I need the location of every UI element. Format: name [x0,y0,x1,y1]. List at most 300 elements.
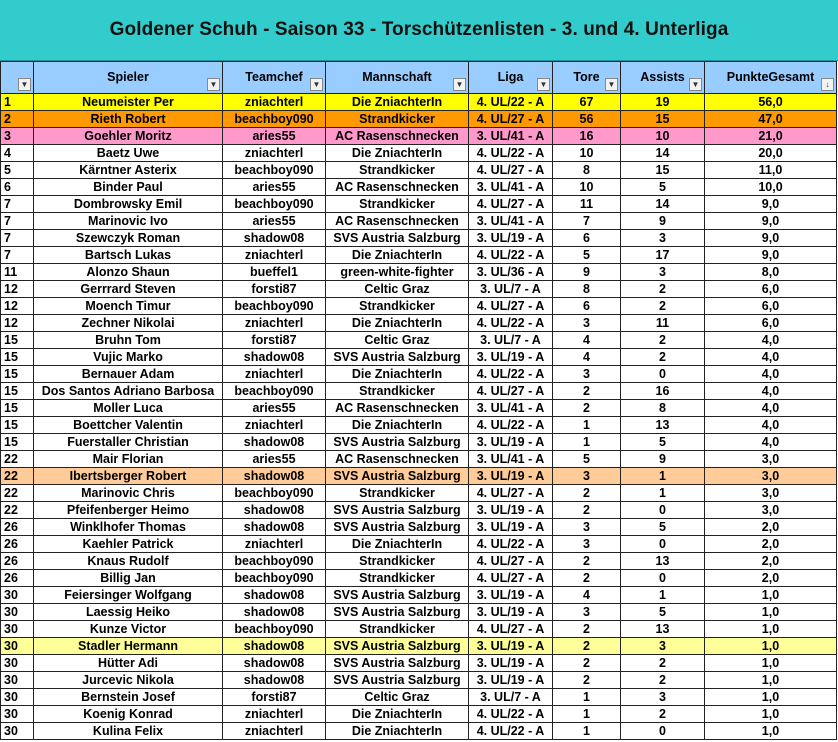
cell-punkte[interactable]: 4,0 [705,332,837,349]
cell-tore[interactable]: 10 [553,145,621,162]
cell-punkte[interactable]: 56,0 [705,94,837,111]
cell-punkte[interactable]: 3,0 [705,451,837,468]
cell-mannschaft[interactable]: green-white-fighter [326,264,469,281]
cell-liga[interactable]: 4. UL/22 - A [469,417,553,434]
cell-tore[interactable]: 2 [553,621,621,638]
cell-assists[interactable]: 0 [621,570,705,587]
cell-punkte[interactable]: 4,0 [705,400,837,417]
cell-teamchef[interactable]: shadow08 [223,349,326,366]
cell-punkte[interactable]: 2,0 [705,536,837,553]
cell-rank[interactable]: 15 [1,349,34,366]
cell-rank[interactable]: 12 [1,298,34,315]
cell-assists[interactable]: 5 [621,179,705,196]
cell-punkte[interactable]: 6,0 [705,315,837,332]
cell-spieler[interactable]: Dombrowsky Emil [34,196,223,213]
cell-tore[interactable]: 2 [553,638,621,655]
cell-liga[interactable]: 3. UL/41 - A [469,179,553,196]
cell-mannschaft[interactable]: SVS Austria Salzburg [326,434,469,451]
cell-teamchef[interactable]: zniachterl [223,536,326,553]
cell-assists[interactable]: 15 [621,111,705,128]
cell-spieler[interactable]: Stadler Hermann [34,638,223,655]
cell-mannschaft[interactable]: Die ZniachterIn [326,145,469,162]
cell-punkte[interactable]: 47,0 [705,111,837,128]
cell-teamchef[interactable]: shadow08 [223,655,326,672]
cell-liga[interactable]: 4. UL/27 - A [469,621,553,638]
cell-teamchef[interactable]: aries55 [223,400,326,417]
cell-teamchef[interactable]: beachboy090 [223,553,326,570]
cell-assists[interactable]: 5 [621,604,705,621]
cell-mannschaft[interactable]: Strandkicker [326,196,469,213]
cell-liga[interactable]: 4. UL/27 - A [469,298,553,315]
cell-mannschaft[interactable]: Die ZniachterIn [326,536,469,553]
cell-assists[interactable]: 5 [621,434,705,451]
filter-dropdown-icon[interactable]: ▼ [18,78,31,91]
filter-dropdown-icon[interactable]: ▼ [453,78,466,91]
cell-rank[interactable]: 22 [1,468,34,485]
cell-tore[interactable]: 56 [553,111,621,128]
cell-punkte[interactable]: 2,0 [705,519,837,536]
cell-mannschaft[interactable]: AC Rasenschnecken [326,128,469,145]
filter-dropdown-icon[interactable]: ▼ [310,78,323,91]
cell-spieler[interactable]: Rieth Robert [34,111,223,128]
cell-punkte[interactable]: 1,0 [705,638,837,655]
cell-liga[interactable]: 4. UL/27 - A [469,196,553,213]
cell-tore[interactable]: 1 [553,706,621,723]
cell-liga[interactable]: 3. UL/19 - A [469,587,553,604]
cell-punkte[interactable]: 4,0 [705,366,837,383]
cell-liga[interactable]: 3. UL/19 - A [469,468,553,485]
cell-punkte[interactable]: 20,0 [705,145,837,162]
cell-rank[interactable]: 30 [1,672,34,689]
cell-rank[interactable]: 26 [1,536,34,553]
cell-tore[interactable]: 67 [553,94,621,111]
cell-liga[interactable]: 4. UL/27 - A [469,162,553,179]
cell-punkte[interactable]: 4,0 [705,434,837,451]
cell-teamchef[interactable]: beachboy090 [223,485,326,502]
cell-mannschaft[interactable]: AC Rasenschnecken [326,451,469,468]
cell-liga[interactable]: 4. UL/27 - A [469,485,553,502]
cell-assists[interactable]: 16 [621,383,705,400]
cell-punkte[interactable]: 9,0 [705,196,837,213]
cell-mannschaft[interactable]: SVS Austria Salzburg [326,638,469,655]
cell-assists[interactable]: 14 [621,196,705,213]
cell-tore[interactable]: 2 [553,570,621,587]
cell-spieler[interactable]: Kunze Victor [34,621,223,638]
cell-liga[interactable]: 4. UL/22 - A [469,536,553,553]
cell-liga[interactable]: 3. UL/19 - A [469,638,553,655]
cell-assists[interactable]: 11 [621,315,705,332]
cell-tore[interactable]: 1 [553,417,621,434]
cell-rank[interactable]: 6 [1,179,34,196]
cell-mannschaft[interactable]: Strandkicker [326,383,469,400]
cell-assists[interactable]: 0 [621,536,705,553]
cell-teamchef[interactable]: aries55 [223,213,326,230]
cell-rank[interactable]: 1 [1,94,34,111]
cell-tore[interactable]: 8 [553,281,621,298]
cell-assists[interactable]: 9 [621,213,705,230]
cell-punkte[interactable]: 3,0 [705,502,837,519]
cell-spieler[interactable]: Laessig Heiko [34,604,223,621]
cell-liga[interactable]: 4. UL/27 - A [469,570,553,587]
cell-teamchef[interactable]: aries55 [223,451,326,468]
cell-rank[interactable]: 22 [1,451,34,468]
cell-rank[interactable]: 26 [1,570,34,587]
cell-punkte[interactable]: 1,0 [705,723,837,740]
cell-liga[interactable]: 3. UL/41 - A [469,400,553,417]
cell-rank[interactable]: 12 [1,315,34,332]
cell-liga[interactable]: 4. UL/22 - A [469,723,553,740]
cell-spieler[interactable]: Baetz Uwe [34,145,223,162]
cell-spieler[interactable]: Vujic Marko [34,349,223,366]
cell-rank[interactable]: 7 [1,247,34,264]
cell-spieler[interactable]: Moller Luca [34,400,223,417]
cell-assists[interactable]: 2 [621,655,705,672]
cell-liga[interactable]: 4. UL/22 - A [469,706,553,723]
cell-rank[interactable]: 15 [1,434,34,451]
cell-mannschaft[interactable]: AC Rasenschnecken [326,179,469,196]
cell-tore[interactable]: 3 [553,468,621,485]
cell-mannschaft[interactable]: Strandkicker [326,298,469,315]
cell-assists[interactable]: 1 [621,468,705,485]
cell-mannschaft[interactable]: Strandkicker [326,162,469,179]
cell-tore[interactable]: 5 [553,451,621,468]
cell-tore[interactable]: 2 [553,485,621,502]
cell-teamchef[interactable]: shadow08 [223,230,326,247]
cell-tore[interactable]: 10 [553,179,621,196]
cell-assists[interactable]: 10 [621,128,705,145]
cell-liga[interactable]: 4. UL/22 - A [469,145,553,162]
cell-spieler[interactable]: Szewczyk Roman [34,230,223,247]
cell-rank[interactable]: 30 [1,655,34,672]
cell-spieler[interactable]: Ibertsberger Robert [34,468,223,485]
cell-rank[interactable]: 15 [1,400,34,417]
cell-spieler[interactable]: Bartsch Lukas [34,247,223,264]
cell-spieler[interactable]: Neumeister Per [34,94,223,111]
cell-teamchef[interactable]: forsti87 [223,332,326,349]
cell-mannschaft[interactable]: Die ZniachterIn [326,315,469,332]
cell-spieler[interactable]: Binder Paul [34,179,223,196]
cell-spieler[interactable]: Kaehler Patrick [34,536,223,553]
cell-punkte[interactable]: 1,0 [705,621,837,638]
cell-liga[interactable]: 4. UL/22 - A [469,366,553,383]
cell-rank[interactable]: 26 [1,553,34,570]
cell-punkte[interactable]: 9,0 [705,230,837,247]
cell-punkte[interactable]: 4,0 [705,349,837,366]
cell-rank[interactable]: 12 [1,281,34,298]
cell-rank[interactable]: 30 [1,638,34,655]
cell-tore[interactable]: 3 [553,519,621,536]
cell-mannschaft[interactable]: SVS Austria Salzburg [326,519,469,536]
cell-punkte[interactable]: 21,0 [705,128,837,145]
cell-rank[interactable]: 22 [1,485,34,502]
cell-liga[interactable]: 3. UL/19 - A [469,604,553,621]
cell-punkte[interactable]: 9,0 [705,247,837,264]
cell-teamchef[interactable]: aries55 [223,128,326,145]
cell-liga[interactable]: 3. UL/41 - A [469,128,553,145]
cell-liga[interactable]: 4. UL/22 - A [469,315,553,332]
cell-punkte[interactable]: 1,0 [705,689,837,706]
cell-tore[interactable]: 4 [553,587,621,604]
cell-teamchef[interactable]: shadow08 [223,519,326,536]
cell-spieler[interactable]: Pfeifenberger Heimo [34,502,223,519]
cell-rank[interactable]: 26 [1,519,34,536]
cell-punkte[interactable]: 1,0 [705,587,837,604]
cell-teamchef[interactable]: bueffel1 [223,264,326,281]
cell-rank[interactable]: 11 [1,264,34,281]
cell-liga[interactable]: 4. UL/22 - A [469,247,553,264]
cell-spieler[interactable]: Bruhn Tom [34,332,223,349]
cell-assists[interactable]: 19 [621,94,705,111]
cell-rank[interactable]: 30 [1,621,34,638]
cell-assists[interactable]: 15 [621,162,705,179]
cell-liga[interactable]: 3. UL/7 - A [469,281,553,298]
cell-tore[interactable]: 2 [553,655,621,672]
cell-assists[interactable]: 13 [621,621,705,638]
cell-teamchef[interactable]: shadow08 [223,638,326,655]
cell-rank[interactable]: 2 [1,111,34,128]
cell-teamchef[interactable]: zniachterl [223,315,326,332]
cell-rank[interactable]: 7 [1,196,34,213]
cell-assists[interactable]: 9 [621,451,705,468]
cell-punkte[interactable]: 1,0 [705,604,837,621]
cell-assists[interactable]: 0 [621,502,705,519]
cell-punkte[interactable]: 9,0 [705,213,837,230]
cell-punkte[interactable]: 4,0 [705,383,837,400]
cell-rank[interactable]: 5 [1,162,34,179]
cell-teamchef[interactable]: beachboy090 [223,111,326,128]
filter-dropdown-icon[interactable]: ▼ [207,78,220,91]
cell-punkte[interactable]: 1,0 [705,706,837,723]
cell-spieler[interactable]: Bernstein Josef [34,689,223,706]
cell-liga[interactable]: 4. UL/22 - A [469,94,553,111]
cell-rank[interactable]: 4 [1,145,34,162]
cell-mannschaft[interactable]: Die ZniachterIn [326,417,469,434]
cell-spieler[interactable]: Marinovic Ivo [34,213,223,230]
cell-teamchef[interactable]: shadow08 [223,468,326,485]
cell-assists[interactable]: 3 [621,264,705,281]
cell-spieler[interactable]: Kulina Felix [34,723,223,740]
cell-rank[interactable]: 15 [1,417,34,434]
cell-tore[interactable]: 11 [553,196,621,213]
cell-teamchef[interactable]: beachboy090 [223,196,326,213]
cell-spieler[interactable]: Knaus Rudolf [34,553,223,570]
cell-mannschaft[interactable]: Die ZniachterIn [326,706,469,723]
cell-mannschaft[interactable]: Die ZniachterIn [326,366,469,383]
cell-tore[interactable]: 2 [553,553,621,570]
cell-tore[interactable]: 2 [553,400,621,417]
cell-assists[interactable]: 3 [621,689,705,706]
cell-spieler[interactable]: Billig Jan [34,570,223,587]
cell-assists[interactable]: 14 [621,145,705,162]
cell-mannschaft[interactable]: Strandkicker [326,570,469,587]
cell-tore[interactable]: 8 [553,162,621,179]
cell-tore[interactable]: 2 [553,672,621,689]
cell-assists[interactable]: 17 [621,247,705,264]
cell-spieler[interactable]: Kärntner Asterix [34,162,223,179]
cell-assists[interactable]: 3 [621,638,705,655]
cell-assists[interactable]: 8 [621,400,705,417]
cell-mannschaft[interactable]: SVS Austria Salzburg [326,468,469,485]
cell-teamchef[interactable]: zniachterl [223,706,326,723]
cell-punkte[interactable]: 4,0 [705,417,837,434]
cell-rank[interactable]: 30 [1,604,34,621]
cell-punkte[interactable]: 1,0 [705,655,837,672]
cell-mannschaft[interactable]: Strandkicker [326,621,469,638]
cell-tore[interactable]: 3 [553,315,621,332]
cell-assists[interactable]: 2 [621,298,705,315]
cell-assists[interactable]: 13 [621,417,705,434]
cell-punkte[interactable]: 6,0 [705,298,837,315]
cell-tore[interactable]: 6 [553,230,621,247]
cell-tore[interactable]: 1 [553,723,621,740]
cell-liga[interactable]: 3. UL/19 - A [469,519,553,536]
cell-punkte[interactable]: 3,0 [705,485,837,502]
cell-liga[interactable]: 4. UL/27 - A [469,383,553,400]
cell-mannschaft[interactable]: SVS Austria Salzburg [326,655,469,672]
cell-rank[interactable]: 15 [1,383,34,400]
cell-mannschaft[interactable]: Celtic Graz [326,689,469,706]
filter-dropdown-icon[interactable]: ▼ [537,78,550,91]
cell-assists[interactable]: 2 [621,672,705,689]
cell-assists[interactable]: 13 [621,553,705,570]
cell-mannschaft[interactable]: SVS Austria Salzburg [326,672,469,689]
cell-punkte[interactable]: 10,0 [705,179,837,196]
cell-teamchef[interactable]: shadow08 [223,587,326,604]
filter-dropdown-icon[interactable]: ▼ [689,78,702,91]
cell-mannschaft[interactable]: SVS Austria Salzburg [326,587,469,604]
cell-liga[interactable]: 3. UL/7 - A [469,332,553,349]
cell-rank[interactable]: 30 [1,723,34,740]
cell-rank[interactable]: 3 [1,128,34,145]
cell-liga[interactable]: 3. UL/19 - A [469,502,553,519]
cell-teamchef[interactable]: shadow08 [223,672,326,689]
cell-teamchef[interactable]: beachboy090 [223,298,326,315]
cell-mannschaft[interactable]: SVS Austria Salzburg [326,604,469,621]
cell-spieler[interactable]: Feiersinger Wolfgang [34,587,223,604]
cell-teamchef[interactable]: zniachterl [223,94,326,111]
cell-tore[interactable]: 6 [553,298,621,315]
cell-liga[interactable]: 3. UL/19 - A [469,349,553,366]
cell-tore[interactable]: 1 [553,689,621,706]
cell-tore[interactable]: 1 [553,434,621,451]
cell-teamchef[interactable]: forsti87 [223,689,326,706]
cell-mannschaft[interactable]: SVS Austria Salzburg [326,349,469,366]
cell-spieler[interactable]: Moench Timur [34,298,223,315]
cell-spieler[interactable]: Fuerstaller Christian [34,434,223,451]
cell-tore[interactable]: 5 [553,247,621,264]
cell-mannschaft[interactable]: SVS Austria Salzburg [326,502,469,519]
cell-mannschaft[interactable]: SVS Austria Salzburg [326,230,469,247]
cell-spieler[interactable]: Boettcher Valentin [34,417,223,434]
cell-assists[interactable]: 1 [621,485,705,502]
cell-teamchef[interactable]: forsti87 [223,281,326,298]
cell-spieler[interactable]: Hütter Adi [34,655,223,672]
cell-spieler[interactable]: Gerrrard Steven [34,281,223,298]
cell-mannschaft[interactable]: Strandkicker [326,111,469,128]
cell-teamchef[interactable]: beachboy090 [223,621,326,638]
cell-rank[interactable]: 30 [1,587,34,604]
cell-rank[interactable]: 22 [1,502,34,519]
cell-assists[interactable]: 2 [621,332,705,349]
cell-tore[interactable]: 3 [553,536,621,553]
cell-liga[interactable]: 4. UL/27 - A [469,111,553,128]
cell-liga[interactable]: 3. UL/19 - A [469,434,553,451]
cell-mannschaft[interactable]: AC Rasenschnecken [326,400,469,417]
cell-spieler[interactable]: Dos Santos Adriano Barbosa [34,383,223,400]
cell-assists[interactable]: 2 [621,706,705,723]
cell-assists[interactable]: 5 [621,519,705,536]
cell-mannschaft[interactable]: Celtic Graz [326,281,469,298]
cell-tore[interactable]: 9 [553,264,621,281]
cell-tore[interactable]: 4 [553,349,621,366]
cell-assists[interactable]: 2 [621,349,705,366]
cell-punkte[interactable]: 6,0 [705,281,837,298]
cell-punkte[interactable]: 8,0 [705,264,837,281]
cell-punkte[interactable]: 2,0 [705,553,837,570]
cell-mannschaft[interactable]: AC Rasenschnecken [326,213,469,230]
cell-teamchef[interactable]: beachboy090 [223,162,326,179]
cell-teamchef[interactable]: zniachterl [223,366,326,383]
cell-liga[interactable]: 3. UL/7 - A [469,689,553,706]
cell-tore[interactable]: 2 [553,383,621,400]
cell-assists[interactable]: 3 [621,230,705,247]
cell-liga[interactable]: 3. UL/41 - A [469,213,553,230]
cell-rank[interactable]: 15 [1,366,34,383]
cell-spieler[interactable]: Alonzo Shaun [34,264,223,281]
cell-tore[interactable]: 4 [553,332,621,349]
cell-teamchef[interactable]: zniachterl [223,247,326,264]
cell-tore[interactable]: 3 [553,604,621,621]
cell-teamchef[interactable]: zniachterl [223,145,326,162]
cell-rank[interactable]: 7 [1,213,34,230]
cell-spieler[interactable]: Jurcevic Nikola [34,672,223,689]
cell-liga[interactable]: 3. UL/36 - A [469,264,553,281]
cell-spieler[interactable]: Zechner Nikolai [34,315,223,332]
cell-teamchef[interactable]: shadow08 [223,434,326,451]
cell-teamchef[interactable]: aries55 [223,179,326,196]
cell-mannschaft[interactable]: Die ZniachterIn [326,247,469,264]
cell-liga[interactable]: 4. UL/27 - A [469,553,553,570]
cell-rank[interactable]: 15 [1,332,34,349]
cell-spieler[interactable]: Winklhofer Thomas [34,519,223,536]
cell-rank[interactable]: 30 [1,706,34,723]
cell-punkte[interactable]: 1,0 [705,672,837,689]
cell-liga[interactable]: 3. UL/19 - A [469,655,553,672]
cell-rank[interactable]: 7 [1,230,34,247]
cell-tore[interactable]: 2 [553,502,621,519]
cell-teamchef[interactable]: beachboy090 [223,570,326,587]
cell-punkte[interactable]: 2,0 [705,570,837,587]
cell-spieler[interactable]: Bernauer Adam [34,366,223,383]
cell-assists[interactable]: 2 [621,281,705,298]
cell-mannschaft[interactable]: Strandkicker [326,553,469,570]
cell-assists[interactable]: 1 [621,587,705,604]
filter-dropdown-icon[interactable]: ▼ [605,78,618,91]
cell-mannschaft[interactable]: Die ZniachterIn [326,94,469,111]
cell-liga[interactable]: 3. UL/19 - A [469,230,553,247]
sort-descending-icon[interactable]: ↓ [821,78,834,91]
cell-teamchef[interactable]: shadow08 [223,502,326,519]
cell-tore[interactable]: 7 [553,213,621,230]
cell-tore[interactable]: 16 [553,128,621,145]
cell-spieler[interactable]: Koenig Konrad [34,706,223,723]
cell-teamchef[interactable]: zniachterl [223,723,326,740]
cell-liga[interactable]: 3. UL/41 - A [469,451,553,468]
cell-rank[interactable]: 30 [1,689,34,706]
cell-liga[interactable]: 3. UL/19 - A [469,672,553,689]
cell-assists[interactable]: 0 [621,723,705,740]
cell-assists[interactable]: 0 [621,366,705,383]
